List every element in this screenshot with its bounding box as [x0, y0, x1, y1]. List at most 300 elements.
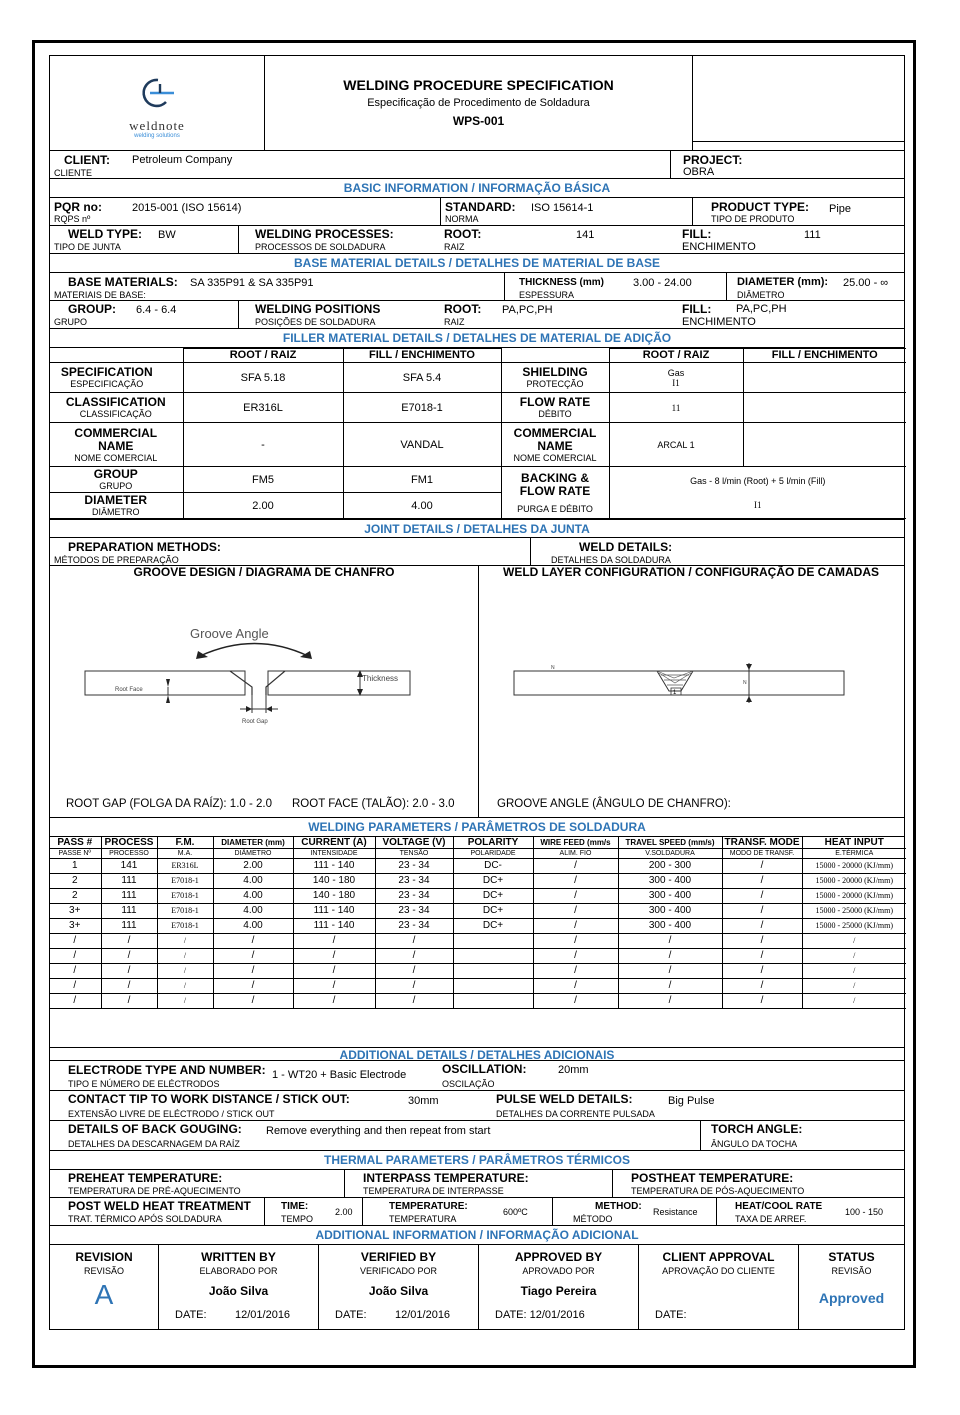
back-gouging-sub: DETALHES DA DESCARNAGEM DA RAÍZ [68, 1139, 240, 1149]
interpass-sub: TEMPERATURA DE INTERPASSE [363, 1186, 504, 1196]
verified-date-label: DATE: [335, 1309, 367, 1321]
classification-sub: CLASSIFICAÇÃO [79, 409, 152, 419]
param-cell: 3+ [49, 904, 101, 919]
root-process-value: 141 [576, 229, 595, 241]
param-subheader: M.A. [157, 849, 213, 859]
diameter-sub: DIÂMETRO [737, 290, 785, 300]
logo-block [50, 56, 264, 150]
groove-diagram [80, 621, 420, 731]
param-cell: E7018-1 [157, 904, 213, 919]
param-subheader: DIÂMETRO [213, 849, 293, 859]
dia-root-value: 2.00 [183, 493, 343, 519]
written-date-label: DATE: [175, 1309, 207, 1321]
client-approval-date: DATE: [655, 1309, 687, 1321]
method-label: METHOD: [595, 1201, 642, 1212]
product-type-sub: TIPO DE PRODUTO [711, 214, 795, 224]
commercial-sub: NOME COMERCIAL [74, 452, 158, 463]
client-approval-block [638, 1245, 798, 1329]
weldnote-logo-icon [136, 76, 176, 110]
param-cell: 111 - 140 [293, 859, 375, 874]
electrode-sub: TIPO E NÚMERO DE ELÉCTRODOS [68, 1079, 220, 1089]
flow-rate-label: FLOW RATE [519, 395, 591, 409]
param-cell: 23 - 34 [375, 859, 453, 874]
param-cell: / [722, 874, 802, 889]
approved-sub: APROVADO POR [522, 1266, 595, 1276]
oscillation-sub: OSCILAÇÃO [442, 1079, 495, 1089]
spec-fill-value: SFA 5.4 [343, 363, 501, 393]
param-cell [453, 964, 533, 979]
param-cell: 111 [101, 904, 157, 919]
param-subheader: ALIM. FIO [533, 849, 618, 859]
backing-value: Gas - 8 l/min (Root) + 5 l/min (Fill) [690, 475, 826, 486]
param-cell: 200 - 300 [618, 859, 722, 874]
base-row-1 [50, 273, 904, 301]
additional-row-3 [50, 1121, 904, 1151]
standard-sub: NORMA [445, 214, 479, 224]
param-cell: / [293, 949, 375, 964]
layer-n2: N [743, 680, 747, 686]
basic-row-1 [50, 198, 904, 226]
param-cell: DC- [453, 859, 533, 874]
electrode-label: ELECTRODE TYPE AND NUMBER: [68, 1063, 266, 1077]
param-cell: / [293, 934, 375, 949]
method-sub: MÉTODO [573, 1214, 613, 1224]
gas-commercial-label-2: NAME [537, 438, 573, 453]
status-block [798, 1245, 904, 1329]
param-cell: 4.00 [213, 874, 293, 889]
rate-value: 100 - 150 [845, 1207, 884, 1217]
status-sub: REVISÃO [831, 1266, 872, 1276]
revision-label: REVISION [75, 1250, 133, 1264]
param-cell: / [533, 964, 618, 979]
filler-fill-header: FILL / ENCHIMENTO [343, 349, 501, 363]
thermal-row-2 [50, 1198, 904, 1226]
param-cell: / [49, 979, 101, 994]
param-cell: / [802, 934, 906, 949]
gas-commercial-sub: NOME COMERCIAL [513, 452, 597, 463]
classification-label: CLASSIFICATION [65, 395, 166, 409]
group-sub: GRUPO [54, 317, 88, 327]
param-cell: / [293, 994, 375, 1009]
param-cell: 111 - 140 [293, 919, 375, 934]
section-thermal: THERMAL PARAMETERS / PARÂMETROS TÉRMICOS [50, 1151, 904, 1170]
gas-comm-root-value: ARCAL 1 [609, 423, 743, 467]
param-subheader: E.TÉRMICA [802, 849, 906, 859]
additional-row-1 [50, 1061, 904, 1091]
param-cell: / [533, 979, 618, 994]
param-cell: 15000 - 25000 (KJ/mm) [802, 919, 906, 934]
group-value: 6.4 - 6.4 [136, 304, 177, 316]
param-cell: 111 [101, 874, 157, 889]
shield-root-gas: Gas [667, 367, 685, 378]
table-row [49, 874, 906, 889]
param-cell: / [157, 949, 213, 964]
param-cell: 140 - 180 [293, 874, 375, 889]
weld-details-sub: DETALHES DA SOLDADURA [551, 555, 671, 565]
oscillation-label: OSCILLATION: [442, 1062, 527, 1076]
rate-label: HEAT/COOL RATE [735, 1201, 823, 1212]
shield-root-code: I1 [672, 377, 680, 388]
param-cell: DC+ [453, 874, 533, 889]
param-cell: / [533, 949, 618, 964]
fm-group-sub: GRUPO [99, 481, 133, 491]
param-cell: 111 [101, 919, 157, 934]
param-header: VOLTAGE (V) [375, 837, 453, 849]
param-cell: / [802, 979, 906, 994]
param-cell: 141 [101, 859, 157, 874]
param-cell: / [49, 994, 101, 1009]
param-header: HEAT INPUT [802, 837, 906, 849]
param-cell: 4.00 [213, 904, 293, 919]
layer-n3: 1 [673, 690, 677, 696]
param-cell [453, 949, 533, 964]
written-name: João Silva [208, 1284, 269, 1298]
param-cell: / [375, 994, 453, 1009]
standard-value: ISO 15614-1 [531, 202, 594, 214]
client-row [50, 151, 904, 179]
approval-row [50, 1245, 904, 1329]
section-joint: JOINT DETAILS / DETALHES DA JUNTA [50, 519, 904, 538]
param-cell: E7018-1 [157, 874, 213, 889]
shielding-sub: PROTECÇÃO [526, 379, 584, 389]
root-position-value: PA,PC,PH [502, 304, 553, 316]
param-cell: / [293, 979, 375, 994]
param-cell: / [533, 919, 618, 934]
status-label: STATUS [828, 1250, 875, 1264]
param-cell: / [722, 889, 802, 904]
back-gouging-label: DETAILS OF BACK GOUGING: [68, 1122, 242, 1136]
pqr-sub: RQPS nº [54, 214, 91, 224]
layer-config-title: WELD LAYER CONFIGURATION / CONFIGURAÇÃO DE CAMADAS [503, 566, 879, 579]
param-header: DIAMETER (mm) [213, 837, 293, 849]
param-header: TRANSF. MODE [722, 837, 802, 849]
processes-sub: PROCESSOS DE SOLDADURA [255, 242, 386, 252]
param-subheader: V.SOLDADURA [618, 849, 722, 859]
revision-block [50, 1245, 158, 1329]
param-cell: / [802, 949, 906, 964]
doc-number: WPS-001 [452, 114, 505, 128]
param-cell: 15000 - 20000 (KJ/mm) [802, 874, 906, 889]
param-cell: / [722, 934, 802, 949]
shield-fill-header: FILL / ENCHIMENTO [743, 349, 906, 363]
shielding-label: SHIELDING [522, 365, 588, 379]
backing-sub: PURGA E DÉBITO [517, 503, 593, 514]
pulse-value: Big Pulse [668, 1095, 715, 1107]
header [50, 56, 904, 151]
param-cell: 4.00 [213, 919, 293, 934]
section-filler: FILLER MATERIAL DETAILS / DETALHES DE MATERIAL DE ADIÇÃO [50, 329, 904, 348]
time-value: 2.00 [335, 1207, 353, 1217]
param-subheader: TENSÃO [375, 849, 453, 859]
rate-sub: TAXA DE ARREF. [735, 1214, 807, 1224]
fill-process-value: 111 [804, 229, 821, 241]
param-cell: / [722, 949, 802, 964]
fill-process-label: FILL: [682, 227, 712, 241]
param-cell: / [533, 889, 618, 904]
ctwd-sub: EXTENSÃO LIVRE DE ELÉCTRODO / STICK OUT [68, 1109, 275, 1119]
param-cell: DC+ [453, 904, 533, 919]
param-cell: / [722, 919, 802, 934]
pulse-sub: DETALHES DA CORRENTE PULSADA [496, 1109, 655, 1119]
groove-angle-label: Groove Angle [190, 626, 269, 641]
param-cell: / [533, 934, 618, 949]
client-approval-label: CLIENT APPROVAL [662, 1250, 775, 1264]
param-cell: 4.00 [213, 889, 293, 904]
interpass-label: INTERPASS TEMPERATURE: [363, 1171, 529, 1185]
param-cell: 2 [49, 874, 101, 889]
param-cell: 111 - 140 [293, 904, 375, 919]
group-root-value: FM5 [183, 467, 343, 493]
param-cell: / [533, 874, 618, 889]
param-subheader: PROCESSO [101, 849, 157, 859]
param-cell: / [101, 994, 157, 1009]
groove-design-panel [50, 566, 478, 817]
param-cell: 300 - 400 [618, 874, 722, 889]
commercial-label: COMMERCIAL [74, 425, 158, 440]
param-cell: / [157, 994, 213, 1009]
basic-row-2 [50, 226, 904, 254]
approved-label: APPROVED BY [514, 1250, 603, 1264]
prep-methods-sub: MÉTODOS DE PREPARAÇÃO [54, 555, 179, 565]
param-cell: / [375, 949, 453, 964]
verified-label: VERIFIED BY [360, 1250, 437, 1264]
param-header: TRAVEL SPEED (mm/s) [618, 837, 722, 849]
param-cell: / [533, 859, 618, 874]
param-cell: 23 - 34 [375, 889, 453, 904]
params-table [49, 837, 906, 1009]
fm-diameter-label: DIAMETER [84, 493, 148, 507]
pqr-label: PQR no: [54, 200, 102, 214]
postheat-label: POSTHEAT TEMPERATURE: [631, 1171, 794, 1185]
param-cell: / [722, 859, 802, 874]
param-cell: / [375, 934, 453, 949]
param-header: POLARITY [453, 837, 533, 849]
param-header: F.M. [157, 837, 213, 849]
param-cell: 23 - 34 [375, 874, 453, 889]
product-type-value: Pipe [829, 203, 852, 215]
verified-name: João Silva [368, 1284, 429, 1298]
param-cell: / [213, 979, 293, 994]
filler-table [50, 348, 904, 519]
param-cell: 23 - 34 [375, 904, 453, 919]
param-cell: / [49, 934, 101, 949]
written-block [158, 1245, 318, 1329]
fill-position-label: FILL: [682, 302, 712, 316]
page-frame [32, 40, 916, 1368]
oscillation-value: 20mm [558, 1064, 589, 1076]
param-cell: / [618, 964, 722, 979]
layer-n1: N [551, 665, 555, 671]
client-sub: CLIENTE [54, 168, 93, 178]
param-cell: / [157, 964, 213, 979]
param-subheader: INTENSIDADE [293, 849, 375, 859]
backing-label: BACKING & [521, 470, 589, 485]
param-cell: 140 - 180 [293, 889, 375, 904]
class-root-value: ER316L [183, 393, 343, 423]
param-cell: 23 - 34 [375, 919, 453, 934]
fm-group-label: GROUP [93, 467, 138, 481]
base-materials-sub: MATERIAIS DE BASE: [54, 290, 146, 300]
client-label: CLIENT: [64, 153, 110, 167]
param-cell: / [101, 964, 157, 979]
weld-details-label: WELD DETAILS: [579, 540, 673, 554]
section-base: BASE MATERIAL DETAILS / DETALHES DE MATERIAL DE BASE [50, 254, 904, 273]
verified-date: 12/01/2016 [395, 1309, 451, 1321]
thickness-value: 3.00 - 24.00 [633, 277, 692, 289]
param-subheader: PASSE Nº [49, 849, 101, 859]
section-params: WELDING PARAMETERS / PARÂMETROS DE SOLDADURA [50, 818, 904, 837]
diameter-label: DIAMETER (mm): [737, 276, 829, 288]
specification-label: SPECIFICATION [60, 365, 153, 379]
fill-process-sub: ENCHIMENTO [682, 241, 756, 253]
params-table-wrap [50, 837, 904, 1047]
fill-position-sub: ENCHIMENTO [682, 316, 756, 328]
base-materials-value: SA 335P91 & SA 335P91 [190, 277, 314, 289]
param-cell: / [157, 934, 213, 949]
param-cell: / [375, 979, 453, 994]
approved-date: DATE: 12/01/2016 [495, 1309, 585, 1321]
param-cell: / [293, 964, 375, 979]
weld-type-sub: TIPO DE JUNTA [54, 242, 121, 252]
root-face-label: Root Face [115, 687, 143, 693]
param-cell: / [618, 979, 722, 994]
param-cell: / [101, 949, 157, 964]
param-cell: 15000 - 20000 (KJ/mm) [802, 889, 906, 904]
table-row [49, 964, 906, 979]
thermal-row-1 [50, 1170, 904, 1198]
root-position-label: ROOT: [444, 302, 482, 316]
written-sub: ELABORADO POR [199, 1266, 278, 1276]
method-value: Resistance [653, 1207, 698, 1217]
root-face-text: ROOT FACE (TALÃO): 2.0 - 3.0 [292, 798, 455, 810]
param-cell: 3+ [49, 919, 101, 934]
pwht-temp-sub: TEMPERATURA [389, 1214, 457, 1224]
spec-root-value: SFA 5.18 [183, 363, 343, 393]
param-subheader: POLARIDADE [453, 849, 533, 859]
groove-design-title: GROOVE DESIGN / DIAGRAMA DE CHANFRO [133, 566, 395, 579]
client-value: Petroleum Company [132, 154, 233, 166]
comm-root-value: - [183, 423, 343, 467]
param-header: PROCESS [101, 837, 157, 849]
param-cell: 300 - 400 [618, 889, 722, 904]
param-cell: 300 - 400 [618, 904, 722, 919]
revision-value: A [94, 1279, 114, 1310]
root-position-sub: RAIZ [444, 317, 465, 327]
electrode-value: 1 - WT20 + Basic Electrode [272, 1069, 407, 1081]
logo-text: weldnote [129, 118, 185, 133]
backing-label-2: FLOW RATE [519, 483, 591, 498]
param-cell: 1 [49, 859, 101, 874]
param-subheader: MODO DE TRANSF. [722, 849, 802, 859]
ctwd-label: CONTACT TIP TO WORK DISTANCE / STICK OUT: [68, 1092, 350, 1106]
param-cell: 15000 - 25000 (KJ/mm) [802, 904, 906, 919]
approved-name: Tiago Pereira [520, 1284, 597, 1298]
preheat-sub: TEMPERATURA DE PRÉ-AQUECIMENTO [68, 1186, 241, 1196]
param-cell: 2.00 [213, 859, 293, 874]
torch-angle-sub: ÂNGULO DA TOCHA [711, 1139, 798, 1149]
weld-type-label: WELD TYPE: [68, 227, 142, 241]
pqr-value: 2015-001 (ISO 15614) [132, 202, 242, 214]
torch-angle-label: TORCH ANGLE: [711, 1122, 803, 1136]
table-row [49, 919, 906, 934]
param-cell: 2 [49, 889, 101, 904]
root-process-label: ROOT: [444, 227, 482, 241]
written-label: WRITTEN BY [201, 1250, 276, 1264]
layer-diagram [509, 651, 849, 711]
diameter-value: 25.00 - ∞ [843, 277, 889, 289]
root-process-sub: RAIZ [444, 242, 465, 252]
flow-root-value: 11 [609, 393, 743, 423]
param-cell: DC+ [453, 919, 533, 934]
param-cell: / [213, 994, 293, 1009]
param-cell: / [533, 994, 618, 1009]
verified-sub: VERIFICADO POR [359, 1266, 437, 1276]
table-row [49, 859, 906, 874]
positions-label: WELDING POSITIONS [255, 302, 381, 316]
gas-commercial-label: COMMERCIAL [513, 425, 597, 440]
param-cell: / [213, 949, 293, 964]
prep-methods-label: PREPARATION METHODS: [68, 540, 221, 554]
section-additional: ADDITIONAL DETAILS / DETALHES ADICIONAIS [50, 1047, 904, 1061]
param-cell: / [213, 934, 293, 949]
param-cell: / [722, 994, 802, 1009]
root-gap-label: Root Gap [242, 719, 268, 725]
table-row [49, 949, 906, 964]
group-fill-value: FM1 [343, 467, 501, 493]
status-value: Approved [818, 1290, 885, 1306]
base-materials-label: BASE MATERIALS: [68, 275, 178, 289]
param-cell: / [49, 949, 101, 964]
pwht-temp-label: TEMPERATURE: [389, 1201, 468, 1212]
table-row [49, 994, 906, 1009]
specification-sub: ESPECIFICAÇÃO [70, 379, 144, 389]
thickness-diagram-label: Thickness [362, 674, 399, 683]
filler-root-header: ROOT / RAIZ [183, 349, 343, 363]
param-cell: ER316L [157, 859, 213, 874]
section-info: ADDITIONAL INFORMATION / INFORMAÇÃO ADICIONAL [50, 1226, 904, 1245]
param-cell: / [802, 994, 906, 1009]
ctwd-value: 30mm [408, 1095, 439, 1107]
doc-title: WELDING PROCEDURE SPECIFICATION [343, 77, 614, 93]
logo-subtext: welding solutions [134, 133, 180, 139]
postheat-sub: TEMPERATURA DE PÓS-AQUECIMENTO [631, 1186, 805, 1196]
param-cell: 15000 - 20000 (KJ/mm) [802, 859, 906, 874]
param-cell: / [213, 964, 293, 979]
client-approval-sub: APROVAÇÃO DO CLIENTE [662, 1266, 775, 1276]
param-cell: / [101, 934, 157, 949]
additional-row-2 [50, 1091, 904, 1121]
comm-fill-value: VANDAL [343, 423, 501, 467]
positions-sub: POSIÇÕES DE SOLDADURA [255, 317, 376, 327]
revision-sub: REVISÃO [83, 1266, 124, 1276]
dia-fill-value: 4.00 [343, 493, 501, 519]
doc-subtitle: Especificação de Procedimento de Soldadura [367, 97, 590, 109]
table-row [49, 904, 906, 919]
param-cell: / [533, 904, 618, 919]
back-gouging-value: Remove everything and then repeat from start [266, 1125, 491, 1137]
table-row [49, 934, 906, 949]
param-cell: DC+ [453, 889, 533, 904]
param-cell: 111 [101, 889, 157, 904]
param-header: CURRENT (A) [293, 837, 375, 849]
param-header: PASS # [49, 837, 101, 849]
processes-label: WELDING PROCESSES: [255, 227, 394, 241]
root-gap-text: ROOT GAP (FOLGA DA RAÍZ): 1.0 - 2.0 [66, 798, 272, 810]
param-cell: / [375, 964, 453, 979]
standard-label: STANDARD: [445, 200, 516, 214]
product-type-label: PRODUCT TYPE: [711, 200, 810, 214]
pwht-label: POST WELD HEAT TREATMENT [68, 1199, 251, 1213]
